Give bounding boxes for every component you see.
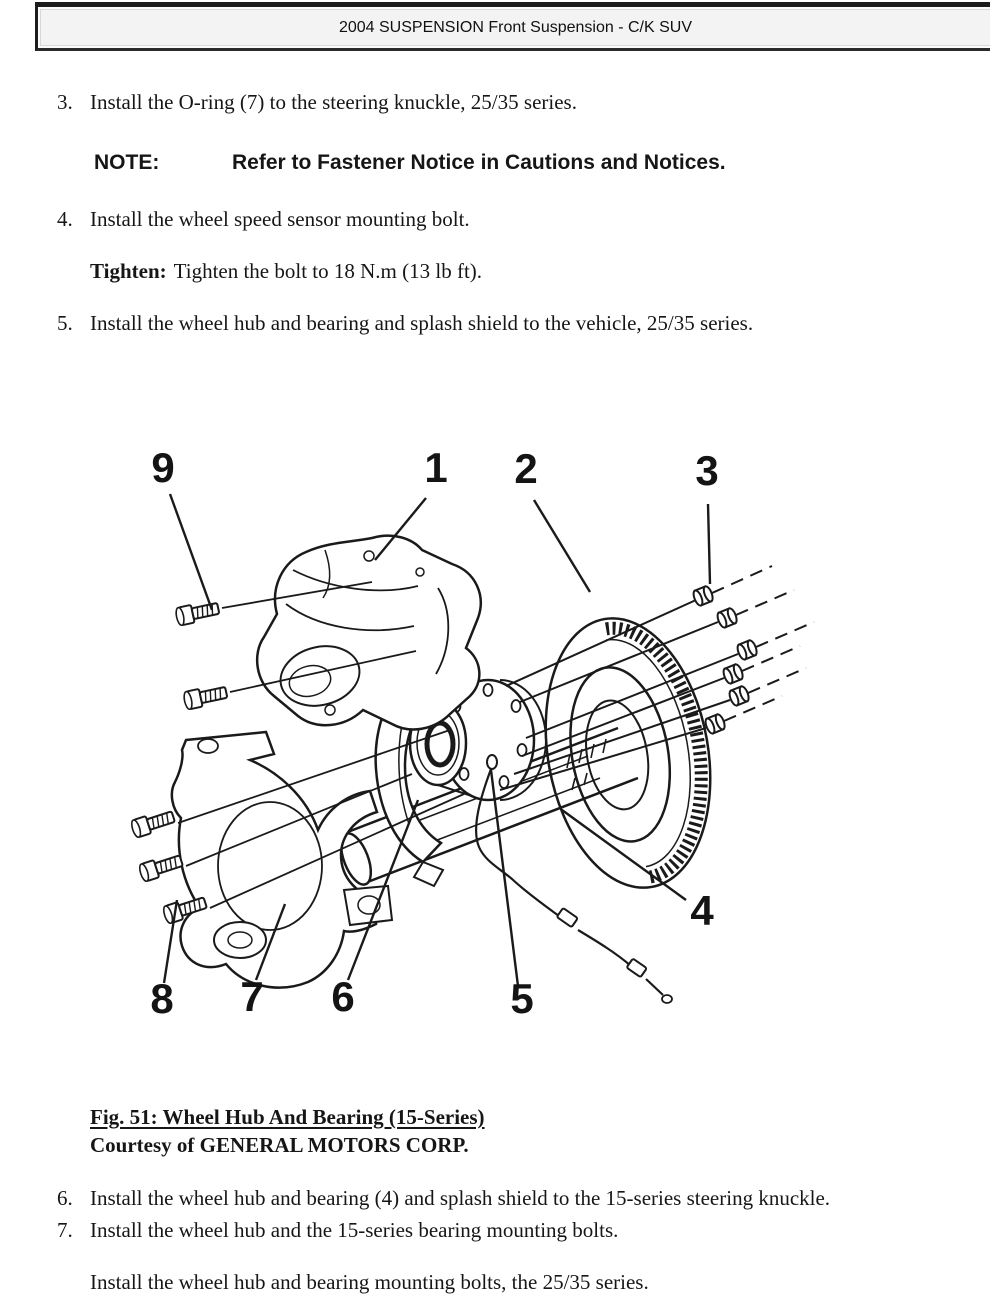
step-item-6: [57, 1186, 830, 1210]
step-item-7: [57, 1218, 618, 1242]
step-text: Install the O-ring (7) to the steering knuckle, 25/35 series.: [90, 90, 577, 114]
callout-2: 2: [514, 445, 538, 492]
tighten-text: Tighten the bolt to 18 N.m (13 lb ft).: [173, 259, 483, 283]
note-row: [94, 151, 726, 175]
step-item-5: [57, 311, 753, 335]
step-item-3: [57, 90, 577, 114]
step-text: Install the wheel hub and bearing and splash shield to the vehicle, 25/35 series.: [90, 311, 754, 335]
callout-7: 7: [240, 973, 264, 1020]
step-number: 5.: [57, 311, 73, 335]
step-text: Install the wheel speed sensor mounting bolt.: [90, 207, 470, 231]
callout-8: 8: [150, 975, 174, 1022]
step-item-4: [57, 207, 470, 231]
callout-4: 4: [690, 887, 714, 934]
page-title: 2004 SUSPENSION Front Suspension - C/K SUV: [338, 18, 693, 36]
callout-3: 3: [695, 447, 719, 494]
step-number: 6.: [57, 1186, 73, 1210]
note-text: Refer to Fastener Notice in Cautions and Notices.: [232, 151, 726, 174]
callout-5: 5: [510, 975, 534, 1022]
step-number: 7.: [57, 1218, 73, 1242]
page-header-bar: [35, 2, 990, 51]
figure-51-exploded-diagram: [120, 438, 880, 1038]
callout-6: 6: [331, 973, 355, 1020]
brake-caliper: [257, 536, 481, 730]
closing-instruction: Install the wheel hub and bearing mounting bolts, the 25/35 series.: [90, 1270, 649, 1294]
note-label: NOTE:: [94, 151, 160, 174]
step-number: 4.: [57, 207, 73, 231]
callout-9: 9: [151, 444, 175, 491]
callout-1: 1: [424, 444, 448, 491]
tighten-row: [90, 259, 482, 284]
step-number: 3.: [57, 90, 73, 114]
figure-caption-courtesy: Courtesy of GENERAL MOTORS CORP.: [90, 1133, 469, 1157]
step-text: Install the wheel hub and the 15-series bearing mounting bolts.: [90, 1218, 619, 1242]
step-text: Install the wheel hub and bearing (4) and splash shield to the 15-series steering knuckle.: [90, 1186, 831, 1210]
figure-caption-title: Fig. 51: Wheel Hub And Bearing (15-Series): [90, 1105, 485, 1129]
tighten-label: Tighten:: [90, 259, 167, 283]
